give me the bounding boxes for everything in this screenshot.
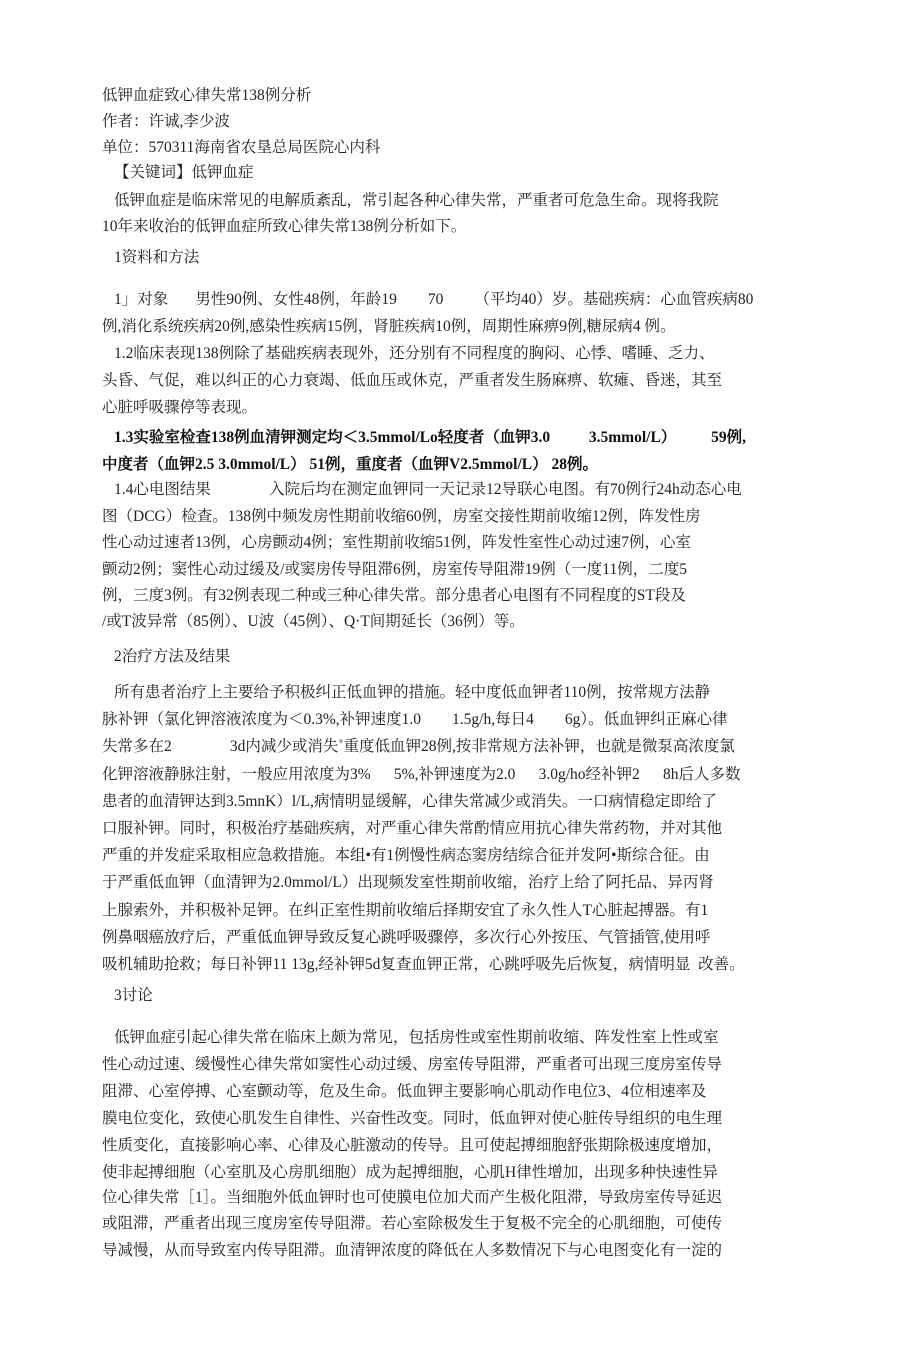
para-line: 导减慢，从而导致室内传导阻滞。血清钾浓度的降低在人多数情况下与心电图变化有一淀的	[102, 1242, 723, 1259]
para-line: 1.4心电图结果 入院后均在测定血钾同一天记录12导联心电图。有70例行24h动态心电	[114, 481, 742, 498]
para-line: 例鼻咽癌放疗后，严重低血钾导致反复心跳呼吸骤停，多次行心外按压、气管插管,使用呼	[102, 929, 711, 946]
para-line: 心脏呼吸骤停等表现。	[102, 399, 258, 416]
para-line: 例，三度3例。有32例表现二种或三种心律失常。部分患者心电图有不同程度的ST段及	[102, 587, 686, 604]
para-line: 例,消化系统疾病20例,感染性疾病15例，肾脏疾病10例，周期性麻痹9例,糖尿病4 例。	[102, 318, 676, 335]
para-line: 口服补钾。同时，积极治疗基础疾病，对严重心律失常酌情应用抗心律失常药物，并对其他	[102, 820, 723, 837]
para-line: 脉补钾（氯化钾溶液浓度为＜0.3%,补钾速度1.0 1.5g/h,每日4 6g）。低血钾纠正麻心律	[102, 711, 728, 728]
para-line: 使非起搏细胞（心室肌及心房肌细胞）成为起搏细胞，心肌H律性增加，出现多种快速性异	[102, 1164, 718, 1181]
para-line: /或T波异常（85例）、U波（45例）、Q·T间期延长（36例）等。	[102, 613, 525, 630]
para-line: 失常多在2 3d内减少或消失˚重度低血钾28例,按非常规方法补钾，也就是微泵高浓度氯	[102, 738, 735, 755]
intro-line: 低钾血症是临床常见的电解质紊乱，常引起各种心律失常，严重者可危急生命。现将我院	[114, 192, 719, 209]
para-line: 阻滞、心室停搏、心室颤动等，危及生命。低血钾主要影响心肌动作电位3、4位相速率及	[102, 1083, 707, 1100]
para-line: 吸机辅助抢救；每日补钾11 13g,经补钾5d复查血钾正常，心跳呼吸先后恢复，病情明显 改善。	[102, 956, 745, 973]
author-line: 作者：许诚,李少波	[102, 113, 230, 130]
para-line: 所有患者治疗上主要给予积极纠正低血钾的措施。轻中度低血钾者110例，按常规方法静	[114, 684, 711, 701]
para-line: 严重的并发症采取相应急救措施。本组•有1例慢性病态窦房结综合征并发阿•斯综合征。由	[102, 847, 710, 864]
para-line: 位心律失常［1］。当细胞外低血钾时也可使膜电位加犬而产生极化阻滞，导致房室传导延迟	[102, 1189, 723, 1206]
article-title: 低钾血症致心律失常138例分析	[102, 87, 312, 104]
section-heading-1: 1资料和方法	[114, 249, 200, 266]
para-line: 颤动2例；窦性心动过缓及/或窦房传导阻滞6例，房室传导阻滞19例（一度11例，二度5	[102, 561, 687, 578]
para-line: 于严重低血钾（血清钾为2.0mmol/L）出现频发室性期前收缩，治疗上给了阿托品、异丙肾	[102, 874, 714, 891]
para-line: 性心动过速者13例，心房颤动4例；室性期前收缩51例，阵发性室性心动过速7例，心室	[102, 534, 692, 551]
para-line: 1.2临床表现138例除了基础疾病表现外，还分别有不同程度的胸闷、心悸、嗜睡、乏力、	[114, 345, 715, 362]
para-line: 低钾血症引起心律失常在临床上颇为常见，包括房性或室性期前收缩、阵发性室上性或室	[114, 1029, 719, 1046]
para-line: 1」对象 男性90例、女性48例，年龄19 70 （平均40）岁。基础疾病：心血管疾病80	[114, 291, 754, 308]
para-line: 膜电位变化，致使心肌发生自律性、兴奋性改变。同时，低血钾对使心脏传导组织的电生理	[102, 1110, 723, 1127]
para-line: 头昏、气促，难以纠正的心力衰竭、低血压或休克，严重者发生肠麻痹、软瘫、昏迷，其至	[102, 372, 723, 389]
para-line: 性心动过速、缓慢性心律失常如窦性心动过缓、房室传导阻滞，严重者可出现三度房室传导	[102, 1056, 723, 1073]
para-line: 患者的血清钾达到3.5mnK）l/L,病情明显缓解，心律失常减少或消失。一口病情稳定即给了	[102, 793, 717, 810]
para-line: 上腺索外，并积极补足钾。在纠正室性期前收缩后择期安宜了永久性人T心脏起搏器。有1	[102, 902, 709, 919]
para-line: 或阻滞，严重者出现三度房室传导阻滞。若心室除极发生于复极不完全的心肌细胞，可使传	[102, 1215, 723, 1232]
para-line: 1.3实验室检查138例血清钾测定均＜3.5mmol/Lo轻度者（血钾3.0 3.5mmol/L） 59例,	[114, 429, 747, 446]
para-line: 图（DCG）检查。138例中频发房性期前收缩60例，房室交接性期前收缩12例，阵发性房	[102, 508, 701, 525]
para-line: 化钾溶液静脉注射，一般应用浓度为3% 5%,补钾速度为2.0 3.0g/ho经补钾2 8h后人多数	[102, 766, 741, 783]
keywords-line: 【关键词】低钾血症	[114, 164, 254, 181]
intro-line: 10年来收治的低钾血症所致心律失常138例分析如下。	[102, 218, 467, 235]
section-heading-2: 2治疗方法及结果	[114, 648, 231, 665]
unit-line: 单位：570311海南省农垦总局医院心内科	[102, 139, 381, 156]
section-heading-3: 3讨论	[114, 987, 153, 1004]
para-line: 性质变化，直接影响心率、心律及心脏激动的传导。且可使起搏细胞舒张期除极速度增加，	[102, 1137, 723, 1154]
para-line: 中度者（血钾2.5 3.0mmol/L） 51例，重度者（血钾V2.5mmol/L） 28例。	[102, 456, 598, 473]
